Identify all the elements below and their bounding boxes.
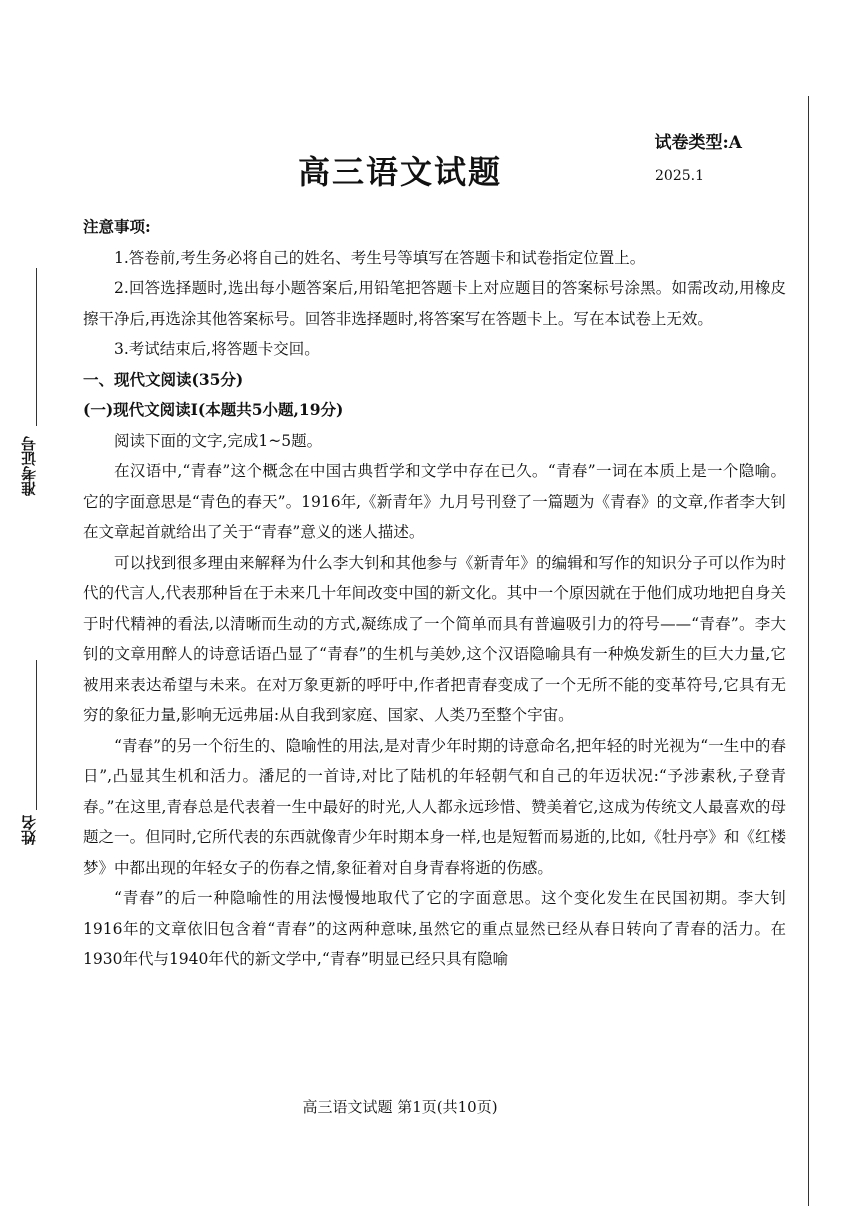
notice-item-2: 2.回答选择题时,选出每小题答案后,用铅笔把答题卡上对应题目的答案标号涂黑。如需改动,用橡皮擦干净后,再选涂其他答案标号。回答非选择题时,将答案写在答题卡上。写在本试卷上无效。 [83, 279, 786, 328]
right-margin-rule [808, 96, 809, 1206]
passage-paragraph-1: 在汉语中,“青春”这个概念在中国古典哲学和文学中存在已久。“青春”一词在本质上是一个隐喻。它的字面意思是“青色的春天”。1916年,《新青年》九月号刊登了一篇题为《青春》的文章,作者李大钊在文章起首就给出了关于“青春”意义的迷人描述。 [83, 462, 786, 541]
passage-paragraph-4: “青春”的后一种隐喻性的用法慢慢地取代了它的字面意思。这个变化发生在民国初期。李大钊1916年的文章依旧包含着“青春”的这两种意味,虽然它的重点显然已经从春日转向了青春的活力。在1930年代与1940年代的新文学中,“青春”明显已经只具有隐喻 [83, 889, 786, 968]
exam-type-label: 试卷类型:A [654, 133, 742, 153]
name-label: 姓名 [20, 815, 38, 845]
page-content [83, 212, 786, 975]
section-heading: 一、现代文阅读(35分) [83, 369, 244, 389]
notice-item-1: 1.答卷前,考生务必将自己的姓名、考生号等填写在答题卡和试卷指定位置上。 [114, 248, 646, 267]
page-title: 高三语文试题 [297, 153, 502, 191]
reading-instruction: 阅读下面的文字,完成1~5题。 [114, 431, 323, 450]
candidate-number-label: 准考证号 [20, 436, 38, 496]
notice-heading: 注意事项: [83, 217, 151, 236]
page-footer: 高三语文试题 第1页(共10页) [302, 1098, 498, 1116]
name-line [36, 660, 37, 810]
notice-item-3: 3.考试结束后,将答题卡交回。 [114, 340, 320, 358]
candidate-number-line [36, 268, 37, 426]
passage-paragraph-2: 可以找到很多理由来解释为什么李大钊和其他参与《新青年》的编辑和写作的知识分子可以作为时代的代言人,代表那种旨在于未来几十年间改变中国的新文化。其中一个原因就在于他们成功地把自身关于时代精神的看法,以清晰而生动的方式,凝练成了一个简单而具有普遍吸引力的符号——“青春”。李大钊的文章用醉人的诗意话语凸显了“青春”的生机与美妙,这个汉语隐喻具有一种焕发新生的巨大力量,它被用来表达希望与未来。在对万象更新的呼吁中,作者把青春变成了一个无所不能的变革符号,它具有无穷的象征力量,影响无远弗届:从自我到家庭、国家、人类乃至整个宇宙。 [83, 553, 786, 724]
exam-date: 2025.1 [655, 168, 704, 184]
section-sub-heading: (一)现代文阅读Ⅰ(本题共5小题,19分) [83, 400, 344, 419]
passage-paragraph-3: “青春”的另一个衍生的、隐喻性的用法,是对青少年时期的诗意命名,把年轻的时光视为“一生中的春日”,凸显其生机和活力。潘尼的一首诗,对比了陆机的年轻朝气和自己的年迈状况:“予涉素秋,子登青春。”在这里,青春总是代表着一生中最好的时光,人人都永远珍惜、赞美着它,这成为传统文人最喜欢的母题之一。但同时,它所代表的东西就像青少年时期本身一样,也是短暂而易逝的,比如,《牡丹亭》和《红楼梦》中都出现的年轻女子的伤春之情,象征着对自身青春将逝的伤感。 [83, 736, 786, 877]
